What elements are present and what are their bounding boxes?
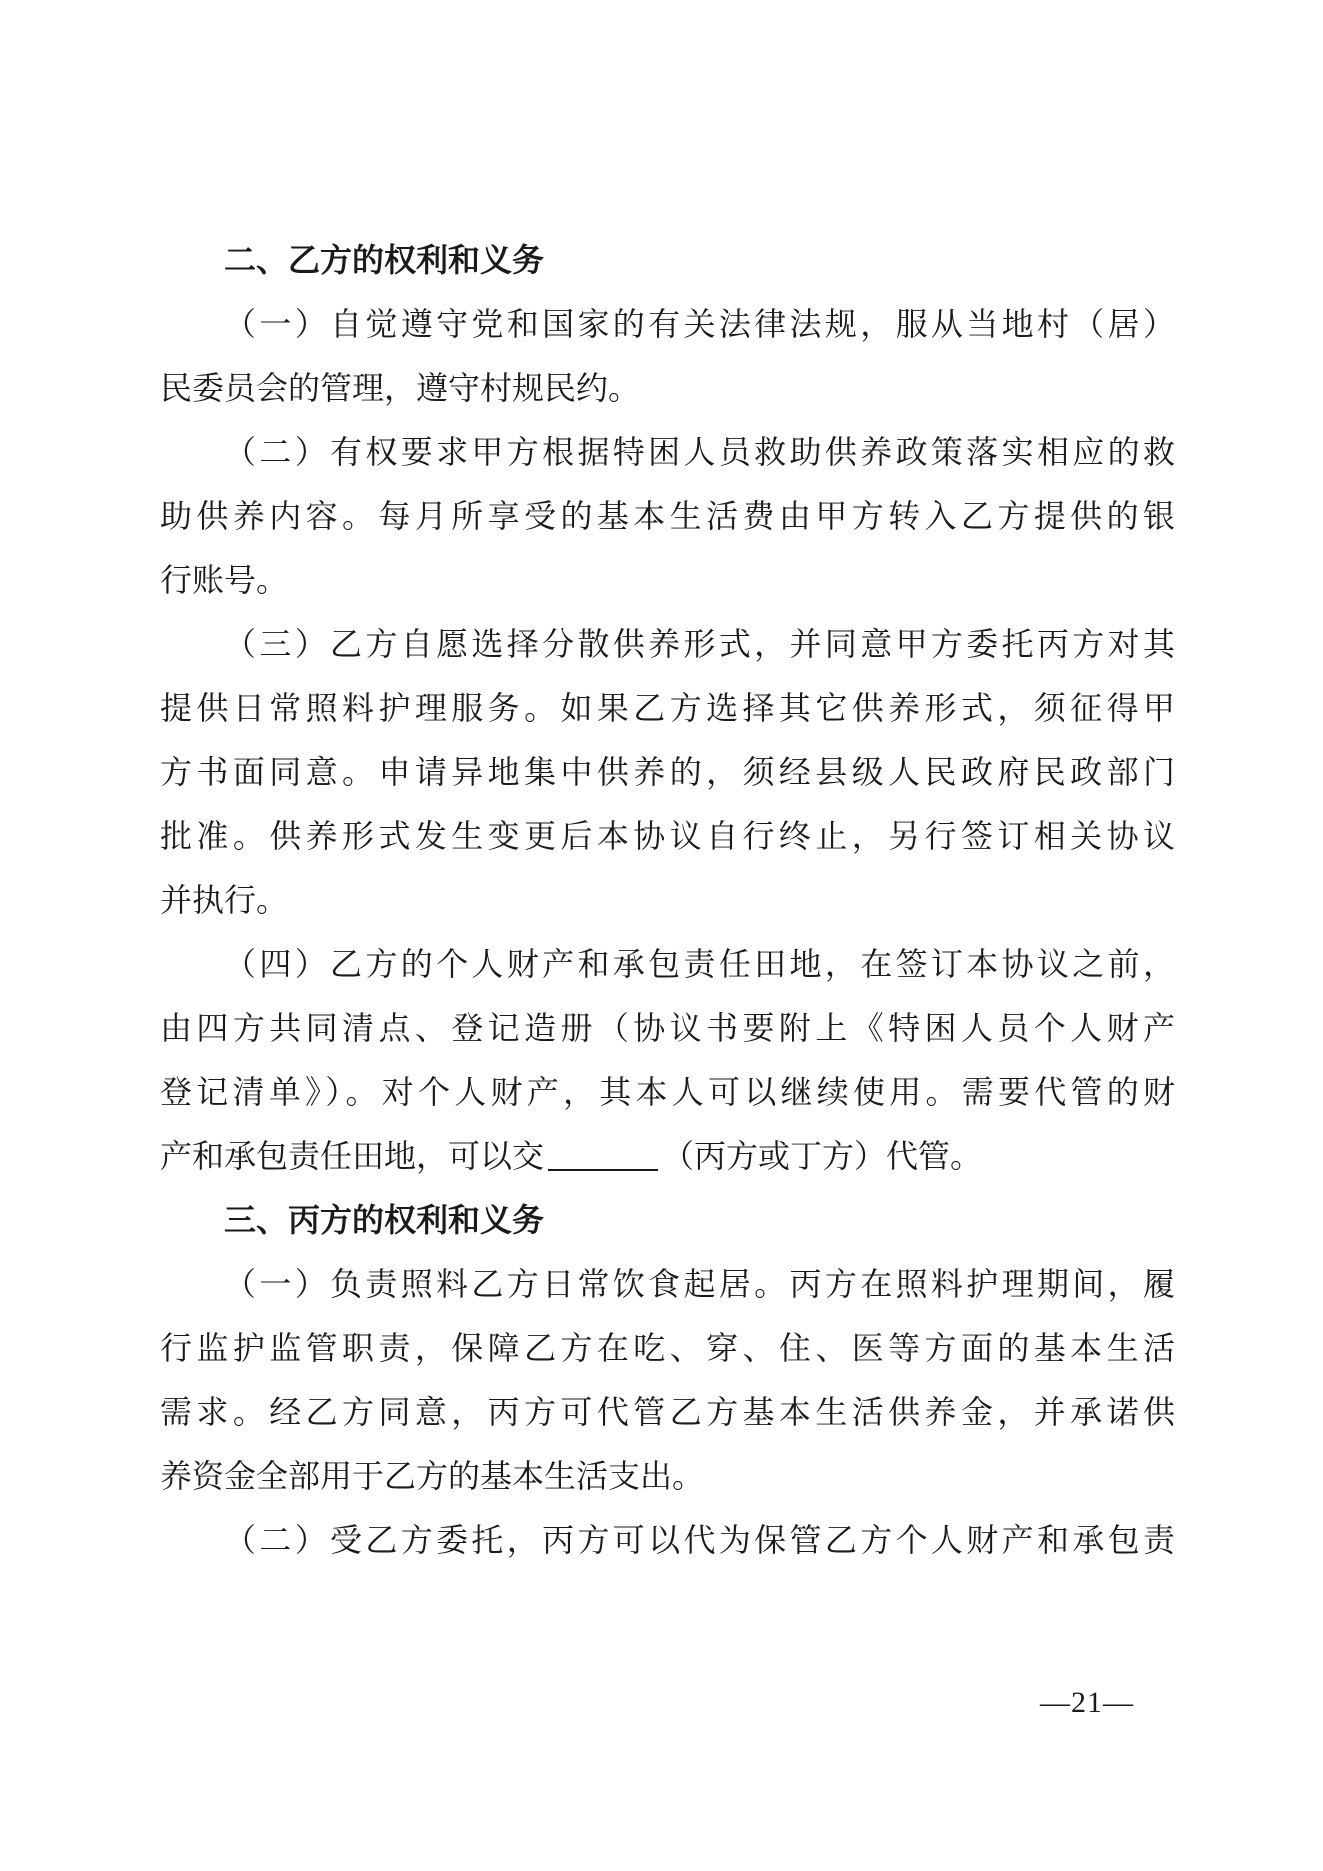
paragraph-text: 产和承包责任田地，可以交 xyxy=(160,1137,545,1175)
paragraph-line: （三）乙方自愿选择分散供养形式，并同意甲方委托丙方对其 xyxy=(224,625,1175,663)
paragraph-line: 需求。经乙方同意，丙方可代管乙方基本生活供养金，并承诺供 xyxy=(160,1393,1175,1431)
paragraph-line-with-blank xyxy=(160,1124,1175,1188)
paragraph-line: （二）受乙方委托，丙方可以代为保管乙方个人财产和承包责 xyxy=(224,1521,1175,1559)
paragraph-line: 方书面同意。申请异地集中供养的，须经县级人民政府民政部门 xyxy=(160,753,1175,791)
paragraph-line: （二）有权要求甲方根据特困人员救助供养政策落实相应的救 xyxy=(224,433,1175,471)
page-number: —21— xyxy=(1040,1686,1134,1719)
section-heading-party-c: 三、丙方的权利和义务 xyxy=(224,1201,545,1239)
paragraph-line: 行账号。 xyxy=(160,561,289,599)
fill-in-blank[interactable] xyxy=(548,1137,658,1171)
paragraph-line: 登记清单》）。对个人财产，其本人可以继续使用。需要代管的财 xyxy=(160,1073,1175,1111)
paragraph-line: 由四方共同清点、登记造册（协议书要附上《特困人员个人财产 xyxy=(160,1009,1175,1047)
paragraph-line: 民委员会的管理，遵守村规民约。 xyxy=(160,369,641,407)
paragraph-line: 养资金全部用于乙方的基本生活支出。 xyxy=(160,1457,705,1495)
paragraph-line: 批准。供养形式发生变更后本协议自行终止，另行签订相关协议 xyxy=(160,817,1175,855)
paragraph-line: 助供养内容。每月所享受的基本生活费由甲方转入乙方提供的银 xyxy=(160,497,1175,535)
paragraph-line: 行监护监管职责，保障乙方在吃、穿、住、医等方面的基本生活 xyxy=(160,1329,1175,1367)
paragraph-text: （丙方或丁方）代管。 xyxy=(662,1137,983,1175)
paragraph-line: 提供日常照料护理服务。如果乙方选择其它供养形式，须征得甲 xyxy=(160,689,1175,727)
paragraph-line: （一）自觉遵守党和国家的有关法律法规，服从当地村（居） xyxy=(224,305,1175,343)
document-body xyxy=(160,228,1175,1572)
paragraph-line: （四）乙方的个人财产和承包责任田地，在签订本协议之前， xyxy=(224,945,1175,983)
section-heading-party-b: 二、乙方的权利和义务 xyxy=(224,241,545,279)
paragraph-line: 并执行。 xyxy=(160,881,289,919)
paragraph-line: （一）负责照料乙方日常饮食起居。丙方在照料护理期间，履 xyxy=(224,1265,1175,1303)
